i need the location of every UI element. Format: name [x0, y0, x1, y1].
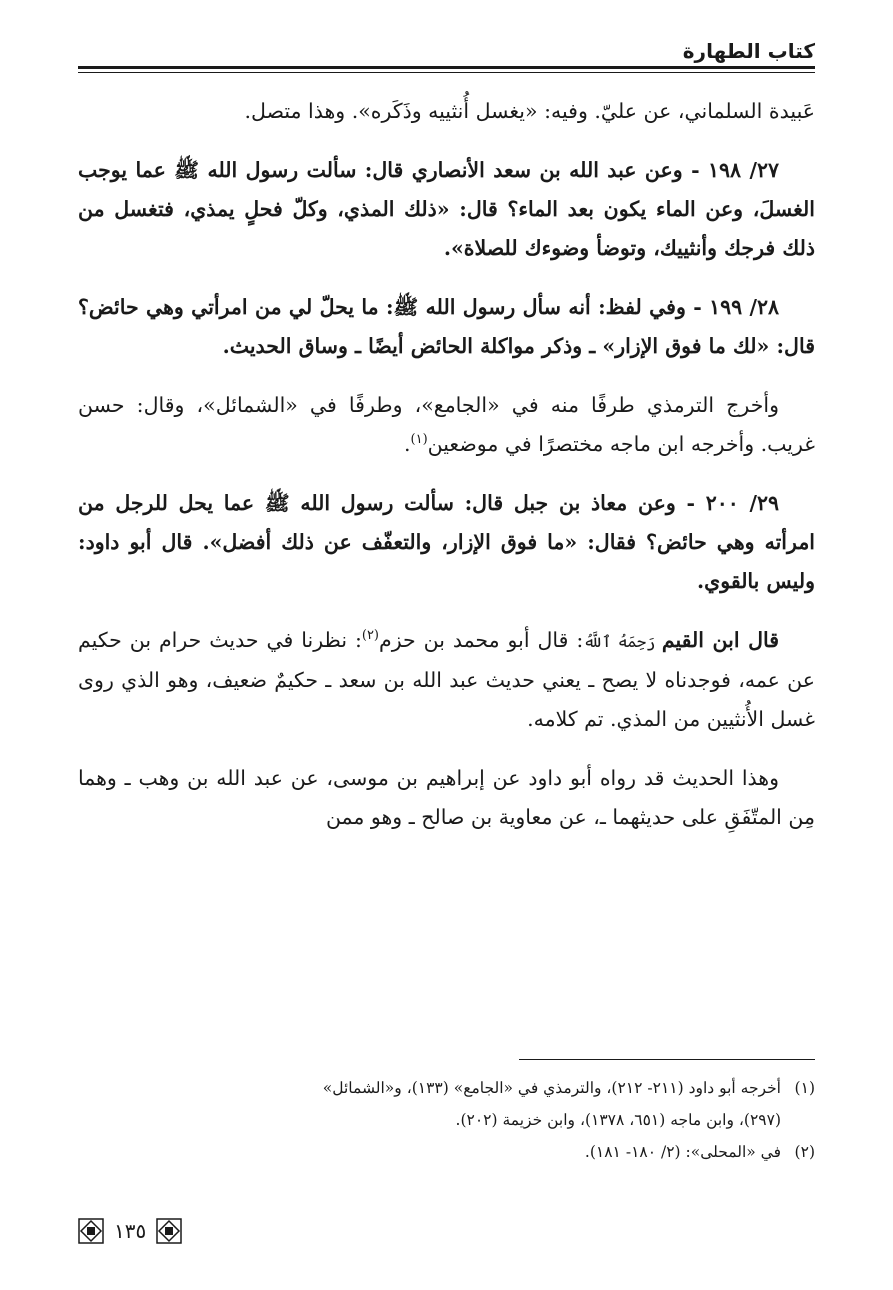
hadith-199-number: ٢٨/ ١٩٩ - [685, 295, 779, 319]
header-rule-thick [78, 66, 815, 69]
running-title: كتاب الطهارة [682, 39, 815, 63]
footnote-1-number: (١) [794, 1079, 815, 1097]
footnote-1-cont [78, 1104, 815, 1136]
footnote-2 [78, 1136, 815, 1168]
takhrij-text: وأخرج الترمذي طرفًا منه في «الجامع»، وطرفًا في «الشمائل»، وقال: حسن غريب. وأخرجه ابن ماجه مختصرًا في موضعين [78, 393, 815, 456]
footnote-separator [519, 1059, 815, 1060]
page-header [78, 38, 815, 78]
header-rule-thin [78, 72, 815, 73]
hadith-199-text: حائض؟ قال: «لك ما فوق الإزار» ـ وذكر مواكلة الحائض أيضًا ـ وساق الحديث. [78, 295, 815, 358]
paragraph-7-text: وهذا الحديث قد رواه أبو داود عن إبراهيم بن موسى، عن عبد الله بن وهب ـ وهما مِن المتّفَقِ على حديثهما ـ، عن معاوية بن صالح ـ وهو ممن [78, 766, 815, 829]
footnotes [78, 1072, 815, 1168]
ibn-qayyim-label: قال ابن القيم [661, 628, 780, 652]
page-number: ١٣٥ [114, 1219, 147, 1243]
ibn-qayyim-text-b: : نظرنا في حديث حرام بن حكيم عن عمه، فوجدناه لا يصح ـ يعني حديث عبد الله بن سعد ـ حكيمٌ ضعيف، وهو الذي روى غسل الأُنثيين من المذي. تم كلامه. [78, 628, 815, 731]
ibn-qayyim-text-a: : قال أبو محمد بن حزم [379, 628, 584, 652]
footnote-1-line-1: أخرجه أبو داود (٢١١- ٢١٢)، والترمذي في «الجامع» (١٣٣)، و«الشمائل» [322, 1079, 781, 1097]
footnote-1-line-2: (٢٩٧)، وابن ماجه (٦٥١، ١٣٧٨)، وابن خزيمة (٢٠٢). [455, 1111, 781, 1129]
hadith-199-lead: وفي لفظ: أنه سأل رسول الله ﷺ: ما يحلّ لي من امرأتي وهي [145, 295, 686, 319]
main-text [78, 92, 815, 857]
footnote-2-number: (٢) [794, 1143, 815, 1161]
hadith-200 [78, 484, 815, 601]
footnote-ref-2[interactable]: (٢) [361, 628, 379, 644]
hadith-198-text: يوجب الغسلَ، وعن الماء يكون بعد الماء؟ قال: «ذلك المذي، وكلّ فحلٍ يمذي، فتغسل من ذلك فرجك وأنثييك، وتوضأ وضوءك للصلاة». [78, 158, 815, 260]
footnote-1 [78, 1072, 815, 1104]
paragraph-1 [78, 92, 815, 131]
footnote-2-line-1: في «المحلى»: (٢/ ١٨٠- ١٨١). [584, 1143, 781, 1161]
hadith-198-lead: وعن عبد الله بن سعد الأنصاري قال: سألت رسول الله ﷺ عما [135, 158, 683, 182]
honorific: رَحِمَهُ ٱللَّهُ [583, 632, 662, 651]
hadith-200-text: وعن معاذ بن جبل قال: سألت رسول الله ﷺ عما يحل للرجل من امرأته وهي حائض؟ فقال: «ما فوق الإزار، والتعفّف عن ذلك أفضل». قال أبو داود: وليس بالقوي. [78, 491, 815, 593]
hadith-198-number: ٢٧/ ١٩٨ - [682, 158, 779, 182]
takhrij-paragraph [78, 386, 815, 464]
paragraph-1-text: عَبيدة السلماني، عن عليّ. وفيه: «يغسل أُنثييه وذَكَره». وهذا متصل. [244, 99, 815, 123]
hadith-199 [78, 288, 815, 366]
ornament-right-icon [156, 1218, 182, 1244]
paragraph-7 [78, 759, 815, 837]
ornament-left-icon [78, 1218, 104, 1244]
footnote-ref-1[interactable]: (١) [410, 432, 428, 448]
takhrij-end: . [403, 432, 411, 456]
hadith-198 [78, 151, 815, 268]
ibn-qayyim-paragraph [78, 621, 815, 739]
hadith-200-number: ٢٩/ ٢٠٠ - [675, 491, 779, 515]
page-footer [78, 1218, 182, 1244]
